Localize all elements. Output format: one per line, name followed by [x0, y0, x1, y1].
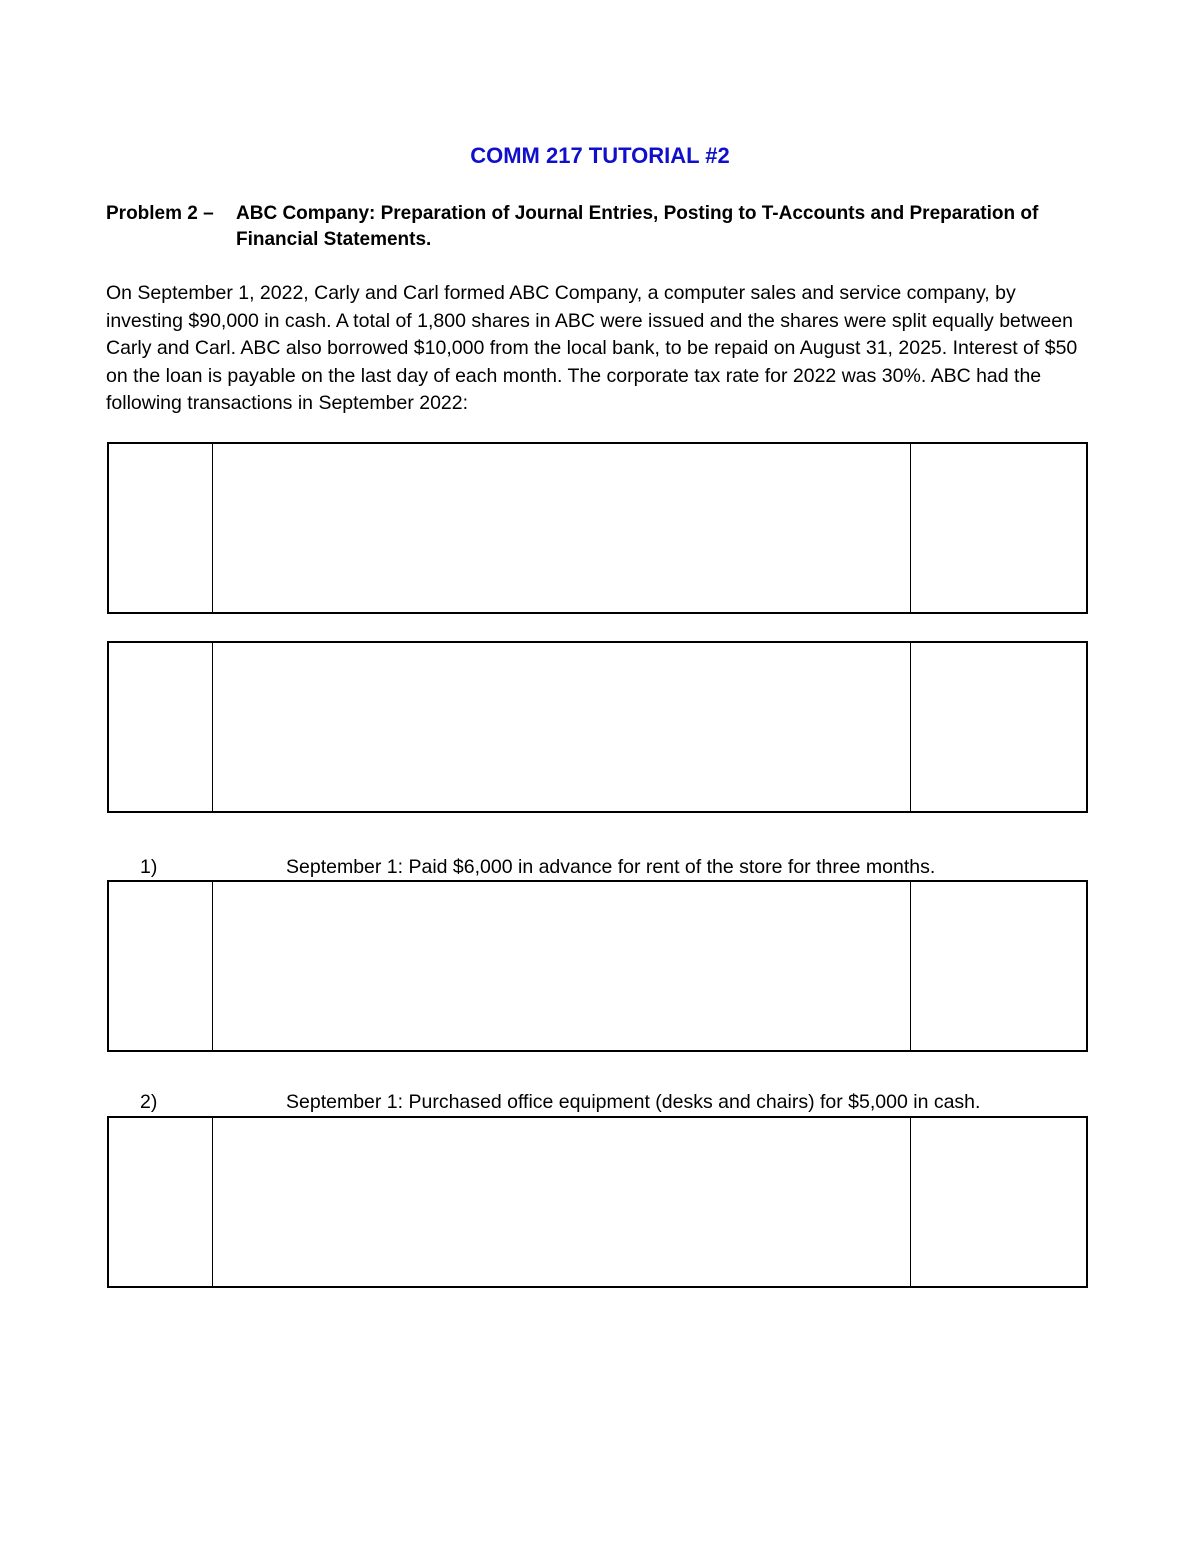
journal-entry-box: [107, 880, 1088, 1052]
amount-column-divider: [910, 444, 911, 612]
page-title: COMM 217 TUTORIAL #2: [470, 143, 730, 168]
problem-number: Problem 2 –: [106, 203, 214, 224]
problem-intro-paragraph: On September 1, 2022, Carly and Carl formed ABC Company, a computer sales and service company, by investing $90,000 in cash. A total of 1,800 shares in ABC were issued and the shares were split equally between Carly and Carl. ABC also borrowed $10,000 from the local bank, to be repaid on August 31, 2025. Interest of $50 on the loan is payable on the last day of each month. The corporate tax rate for 2022 was 30%. ABC had the following transactions in September 2022:: [106, 282, 1078, 414]
date-column-divider: [212, 643, 213, 811]
transaction-text: September 1: Purchased office equipment (desks and chairs) for $5,000 in cash.: [286, 1091, 981, 1113]
amount-column-divider: [910, 882, 911, 1050]
date-column-divider: [212, 444, 213, 612]
transaction-text: September 1: Paid $6,000 in advance for rent of the store for three months.: [286, 856, 936, 878]
problem-heading: [106, 201, 1066, 253]
journal-entry-box: [107, 641, 1088, 813]
journal-entry-box: [107, 442, 1088, 614]
transaction-number: 2): [140, 1091, 158, 1113]
amount-column-divider: [910, 1118, 911, 1286]
journal-entry-box: [107, 1116, 1088, 1288]
transaction-number: 1): [140, 856, 158, 878]
date-column-divider: [212, 1118, 213, 1286]
amount-column-divider: [910, 643, 911, 811]
date-column-divider: [212, 882, 213, 1050]
problem-description: ABC Company: Preparation of Journal Entries, Posting to T-Accounts and Preparation of Financial Statements.: [236, 203, 1039, 250]
